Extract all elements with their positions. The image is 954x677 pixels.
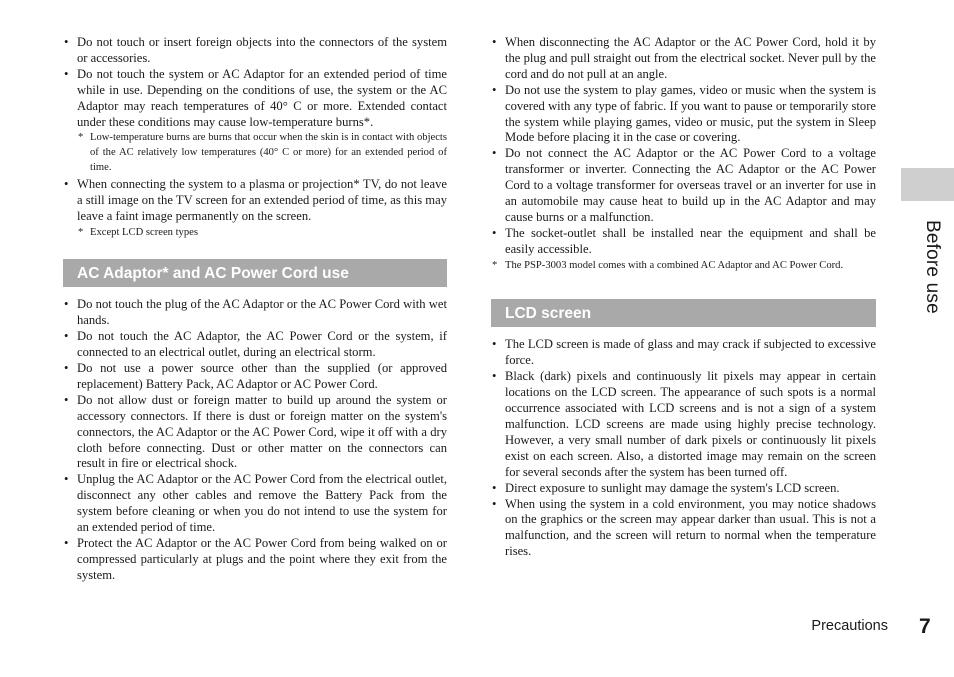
list-item: • The LCD screen is made of glass and may crack if subjected to excessive force.	[491, 337, 876, 369]
list-item: • When connecting the system to a plasma or projection* TV, do not leave a still image on the TV screen for an extended period of time, as this may leave a faint image permanently on the screen.	[63, 177, 447, 225]
list-item: • Do not touch the system or AC Adaptor for an extended period of time while in use. Depending on the conditions of use, the system or the AC Adaptor may reach temperatures of 40° C or more. Extended contact under these conditions may cause low-temperature burns*.	[63, 67, 447, 131]
footnote-low-temperature-burns	[63, 131, 447, 175]
ac-adaptor-list	[63, 297, 447, 583]
list-item: • Do not use a power source other than the supplied (or approved replacement) Battery Pack, AC Adaptor or AC Power Cord.	[63, 361, 447, 393]
footnote-mark: *	[78, 226, 84, 238]
section-heading-ac-adaptor: AC Adaptor* and AC Power Cord use	[63, 259, 447, 287]
footnote-text: The PSP-3003 model comes with a combined AC Adaptor and AC Power Cord.	[505, 259, 844, 271]
list-item: • Black (dark) pixels and continuously lit pixels may appear in certain locations on the LCD screen. The appearance of such spots is a normal occurrence associated with LCD screens and is not a sign of a system malfunction. LCD screens are made using highly precise technology. However, a very small number of dark pixels or continuously lit pixels exist on each screen. Also, a distorted image may remain on the screen for several seconds after the system has been turned off.	[491, 369, 876, 480]
list-item: • The socket-outlet shall be installed near the equipment and shall be easily accessible.	[491, 226, 876, 258]
footnote-text: Except LCD screen types	[90, 226, 198, 238]
plasma-list	[63, 177, 447, 225]
footer-section-label: Precautions	[811, 618, 888, 634]
side-tab-label: Before use	[922, 220, 943, 314]
footnote-psp-model	[491, 259, 876, 274]
ac-adaptor-list-continued	[491, 35, 876, 258]
footnote-mark: *	[492, 259, 498, 271]
page-number: 7	[919, 615, 931, 638]
side-tab-marker	[901, 168, 954, 201]
section-heading-lcd-screen: LCD screen	[491, 299, 876, 327]
intro-list	[63, 35, 447, 130]
right-column	[491, 35, 876, 560]
list-item: • Direct exposure to sunlight may damage the system's LCD screen.	[491, 481, 876, 497]
list-item: • Unplug the AC Adaptor or the AC Power Cord from the electrical outlet, disconnect any other cables and remove the Battery Pack from the system before cleaning or when you do not intend to use the system for an extended period of time.	[63, 472, 447, 536]
list-item: • Do not use the system to play games, video or music when the system is covered with any type of fabric. If you want to pause or temporarily store the system while playing games, video or music, put the system in Sleep Mode before placing it in the case or covering.	[491, 83, 876, 147]
list-item: • When using the system in a cold environment, you may notice shadows on the graphics or the screen may appear darker than usual. This is not a malfunction, and the screen will return to normal when the temperature rises.	[491, 497, 876, 561]
footnote-text: Low-temperature burns are burns that occur when the skin is in contact with objects of the AC relatively low temperatures (40° C or more) for an extended period of time.	[90, 132, 447, 174]
list-item: • Protect the AC Adaptor or the AC Power Cord from being walked on or compressed particularly at plugs and the point where they exit from the system.	[63, 536, 447, 584]
list-item: • Do not touch or insert foreign objects into the connectors of the system or accessories.	[63, 35, 447, 67]
list-item: • When disconnecting the AC Adaptor or the AC Power Cord, hold it by the plug and pull straight out from the electrical socket. Never pull by the cord and do not pull at an angle.	[491, 35, 876, 83]
list-item: • Do not connect the AC Adaptor or the AC Power Cord to a voltage transformer or inverter. Connecting the AC Adaptor or the AC Power Cord to a voltage transformer for overseas travel or an inverter for use in an automobile may cause heat to build up in the AC Adaptor and may cause burns or a malfunction.	[491, 146, 876, 226]
lcd-screen-list	[491, 337, 876, 560]
left-column	[63, 35, 447, 584]
list-item: • Do not touch the AC Adaptor, the AC Power Cord or the system, if connected to an electrical outlet, during an electrical storm.	[63, 329, 447, 361]
list-item: • Do not allow dust or foreign matter to build up around the system or accessory connectors. If there is dust or foreign matter on the system's connectors, the AC Adaptor or the AC Power Cord, wipe it off with a dry cloth before connecting. Dust or other matter on the connectors can result in fire or electrical shock.	[63, 393, 447, 473]
footnote-mark: *	[78, 132, 84, 144]
footnote-lcd-types	[63, 226, 447, 241]
list-item: • Do not touch the plug of the AC Adaptor or the AC Power Cord with wet hands.	[63, 297, 447, 329]
